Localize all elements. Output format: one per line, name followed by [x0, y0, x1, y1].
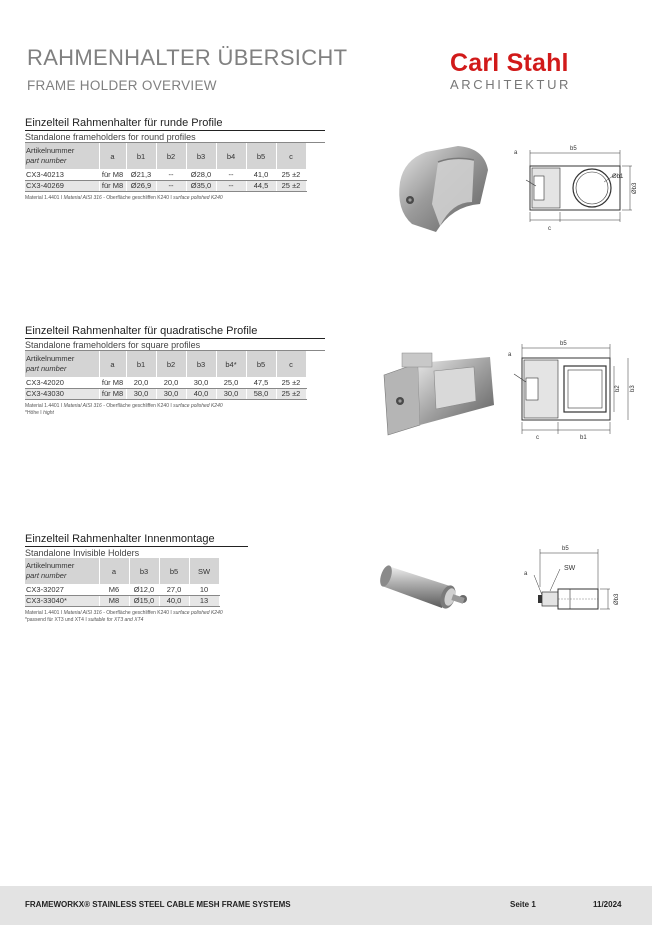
- column-header: b4: [216, 143, 246, 169]
- column-header: b1: [126, 351, 156, 377]
- material-note: Material 1.4401 I Material AISI 316 - Oberfläche geschliffen K240 I surface polished K240: [25, 194, 223, 201]
- table-row: [25, 377, 306, 388]
- product-photo-invisible-holder: [380, 552, 472, 612]
- table-cell: Ø26,9: [126, 180, 156, 191]
- product-photo-square-holder: [378, 345, 496, 440]
- column-header: b5: [246, 351, 276, 377]
- page-title: RAHMENHALTER ÜBERSICHT: [27, 45, 348, 70]
- spec-table: [25, 558, 220, 607]
- table-cell: 13: [189, 595, 219, 606]
- table-cell: M8: [99, 595, 129, 606]
- table-cell: 30,0: [126, 388, 156, 399]
- technical-drawing-round-holder: [512, 142, 640, 237]
- table-cell: 30,0: [156, 388, 186, 399]
- dim-label-c: c: [536, 435, 539, 441]
- table-row: [25, 584, 219, 595]
- dim-label-a: a: [508, 352, 512, 358]
- column-header: b3: [186, 143, 216, 169]
- part-number-label-en: part number: [26, 364, 67, 373]
- table-cell: 27,0: [159, 584, 189, 595]
- logo-name: Carl Stahl: [450, 49, 569, 77]
- table-cell: M6: [99, 584, 129, 595]
- dim-label-b1: Øb1: [612, 174, 624, 180]
- spec-table: [25, 351, 307, 400]
- dim-label-c: c: [548, 226, 551, 232]
- table-cell: 44,5: [246, 180, 276, 191]
- footer-page-number: Seite 1: [510, 900, 536, 909]
- table-cell: 20,0: [156, 377, 186, 388]
- column-header: a: [99, 143, 126, 169]
- table-cell: --: [156, 180, 186, 191]
- dim-label-b3: Øb3: [632, 182, 638, 194]
- table-cell: Ø12,0: [129, 584, 159, 595]
- table-cell: Ø15,0: [129, 595, 159, 606]
- section-title: Einzelteil Rahmenhalter für quadratische Profile: [25, 325, 325, 339]
- spec-table: [25, 143, 307, 192]
- table-cell: 47,5: [246, 377, 276, 388]
- column-header: c: [276, 143, 306, 169]
- column-header-part-number: [25, 143, 99, 169]
- table-cell: --: [156, 169, 186, 180]
- table-cell: 25 ±2: [276, 388, 306, 399]
- dim-label-a: a: [524, 571, 528, 577]
- section-title: Einzelteil Rahmenhalter Innenmontage: [25, 533, 248, 547]
- material-note: Material 1.4401 I Material AISI 316 - Oberfläche geschliffen K240 I surface polished K240 *passend für XT3 und XT4 I suitable for XT3 and XT4: [25, 609, 223, 623]
- dim-label-b5: b5: [562, 546, 569, 552]
- table-row: [25, 180, 306, 191]
- material-note: Material 1.4401 I Material AISI 316 - Oberfläche geschliffen K240 I surface polished K240 *Höhe I hight: [25, 402, 223, 416]
- table-cell: CX3-43030: [25, 388, 99, 399]
- table-cell: 20,0: [126, 377, 156, 388]
- table-cell: 58,0: [246, 388, 276, 399]
- dim-label-b3: b3: [630, 385, 636, 392]
- dim-label-a: a: [514, 150, 518, 156]
- table-cell: CX3-33040*: [25, 595, 99, 606]
- column-header-part-number: [25, 351, 99, 377]
- column-header: b5: [159, 558, 189, 584]
- table-cell: CX3-42020: [25, 377, 99, 388]
- column-header: b3: [129, 558, 159, 584]
- company-logo: [450, 50, 600, 92]
- product-photo-round-holder: [392, 140, 492, 235]
- dim-label-sw: SW: [564, 565, 576, 572]
- table-cell: Ø35,0: [186, 180, 216, 191]
- dim-label-b1: b1: [580, 435, 587, 441]
- table-cell: für M8: [99, 377, 126, 388]
- section-title: Einzelteil Rahmenhalter für runde Profile: [25, 117, 325, 131]
- table-cell: 25,0: [216, 377, 246, 388]
- table-cell: 41,0: [246, 169, 276, 180]
- table-cell: für M8: [99, 388, 126, 399]
- technical-drawing-square-holder: [502, 338, 640, 442]
- section-subtitle: Standalone frameholders for round profiles: [25, 132, 325, 143]
- table-cell: CX3-40213: [25, 169, 99, 180]
- section-square-profiles: [25, 321, 325, 417]
- column-header: a: [99, 351, 126, 377]
- part-number-label: Artikelnummer: [26, 561, 75, 570]
- table-cell: 30,0: [186, 377, 216, 388]
- table-cell: --: [216, 180, 246, 191]
- technical-drawing-invisible-holder: [520, 543, 630, 617]
- table-cell: CX3-32027: [25, 584, 99, 595]
- section-subtitle: Standalone Invisible Holders: [25, 548, 140, 558]
- column-header: b2: [156, 351, 186, 377]
- column-header: a: [99, 558, 129, 584]
- table-row: [25, 169, 306, 180]
- table-row: [25, 595, 219, 606]
- column-header: b1: [126, 143, 156, 169]
- column-header: b4*: [216, 351, 246, 377]
- part-number-label-en: part number: [26, 156, 67, 165]
- column-header: SW: [189, 558, 219, 584]
- table-cell: 25 ±2: [276, 377, 306, 388]
- table-cell: 40,0: [159, 595, 189, 606]
- footer-date: 11/2024: [593, 900, 622, 909]
- column-header-part-number: [25, 558, 99, 584]
- page-footer: [0, 886, 652, 925]
- part-number-label: Artikelnummer: [26, 146, 75, 155]
- footer-product-line: FRAMEWORKX® STAINLESS STEEL CABLE MESH FRAME SYSTEMS: [25, 900, 291, 909]
- table-cell: 30,0: [216, 388, 246, 399]
- page-subtitle: FRAME HOLDER OVERVIEW: [27, 78, 217, 93]
- section-invisible-holders: [25, 529, 248, 624]
- dim-label-b5: b5: [560, 341, 567, 347]
- table-cell: Ø28,0: [186, 169, 216, 180]
- table-cell: --: [216, 169, 246, 180]
- section-subtitle: Standalone frameholders for square profiles: [25, 340, 325, 351]
- section-round-profiles: [25, 113, 325, 202]
- table-cell: CX3-40269: [25, 180, 99, 191]
- table-row: [25, 388, 306, 399]
- dim-label-b5: b5: [570, 146, 577, 152]
- dim-label-b2: b2: [615, 385, 621, 392]
- column-header: b2: [156, 143, 186, 169]
- column-header: b5: [246, 143, 276, 169]
- table-cell: 25 ±2: [276, 180, 306, 191]
- column-header: b3: [186, 351, 216, 377]
- table-cell: für M8: [99, 180, 126, 191]
- table-cell: 25 ±2: [276, 169, 306, 180]
- dim-label-b3: Øb3: [614, 593, 620, 605]
- table-cell: 40,0: [186, 388, 216, 399]
- table-cell: für M8: [99, 169, 126, 180]
- part-number-label: Artikelnummer: [26, 354, 75, 363]
- table-cell: Ø21,3: [126, 169, 156, 180]
- logo-subtitle: ARCHITEKTUR: [450, 77, 572, 92]
- column-header: c: [276, 351, 306, 377]
- part-number-label-en: part number: [26, 571, 67, 580]
- table-cell: 10: [189, 584, 219, 595]
